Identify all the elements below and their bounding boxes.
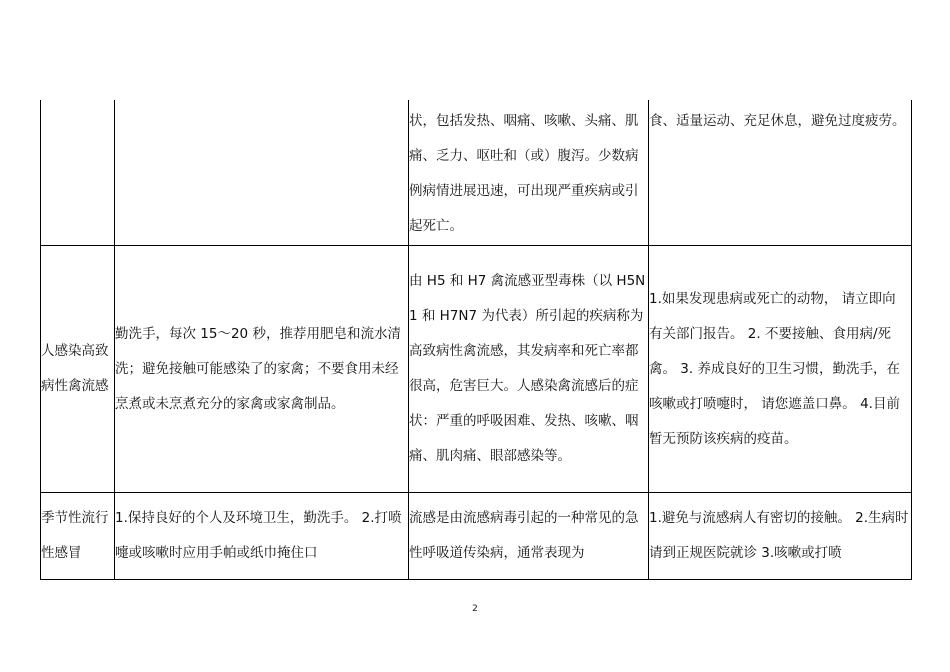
description-cell: 由 H5 和 H7 禽流感亚型毒株（以 H5N1 和 H7N7 为代表）所引起的疾病称为高致病性禽流感，其发病率和死亡率都很高，危害巨大。人感染禽流感后的症状：严重的呼吸困难、发热、咳嗽、咽痛、肌肉痛、眼部感染等。: [409, 246, 649, 493]
advice-cell: 1.避免与流感病人有密切的接触。 2.生病时请到正规医院就诊 3.咳嗽或打喷: [649, 493, 912, 580]
description-cell: 流感是由流感病毒引起的一种常见的急性呼吸道传染病，通常表现为: [409, 493, 649, 580]
disease-name-cell: 人感染高致病性禽流感: [41, 246, 115, 493]
prevention-cell: 勤洗手，每次 15～20 秒，推荐用肥皂和流水清洗；避免接触可能感染了的家禽；不要食用未经烹煮或未烹煮充分的家禽或家禽制品。: [115, 246, 409, 493]
disease-name-cell: [41, 100, 115, 246]
advice-cell: 食、适量运动、充足休息，避免过度疲劳。: [649, 100, 912, 246]
prevention-cell: [115, 100, 409, 246]
advice-cell: 1.如果发现患病或死亡的动物， 请立即向有关部门报告。 2. 不要接触、食用病/死禽。 3. 养成良好的卫生习惯，勤洗手，在咳嗽或打喷嚏时， 请您遮盖口鼻。 4.目前暂无预防该疾病的疫苗。: [649, 246, 912, 493]
table-row: [41, 246, 912, 493]
table-row: [41, 100, 912, 246]
prevention-cell: 1.保持良好的个人及环境卫生，勤洗手。 2.打喷嚏或咳嗽时应用手帕或纸巾掩住口: [115, 493, 409, 580]
table-row: [41, 493, 912, 580]
disease-table: [40, 100, 912, 580]
page-number: 2: [472, 604, 478, 614]
disease-name-cell: 季节性流行性感冒: [41, 493, 115, 580]
description-cell: 状，包括发热、咽痛、咳嗽、头痛、肌痛、乏力、呕吐和（或）腹泻。少数病例病情进展迅速，可出现严重疾病或引起死亡。: [409, 100, 649, 246]
